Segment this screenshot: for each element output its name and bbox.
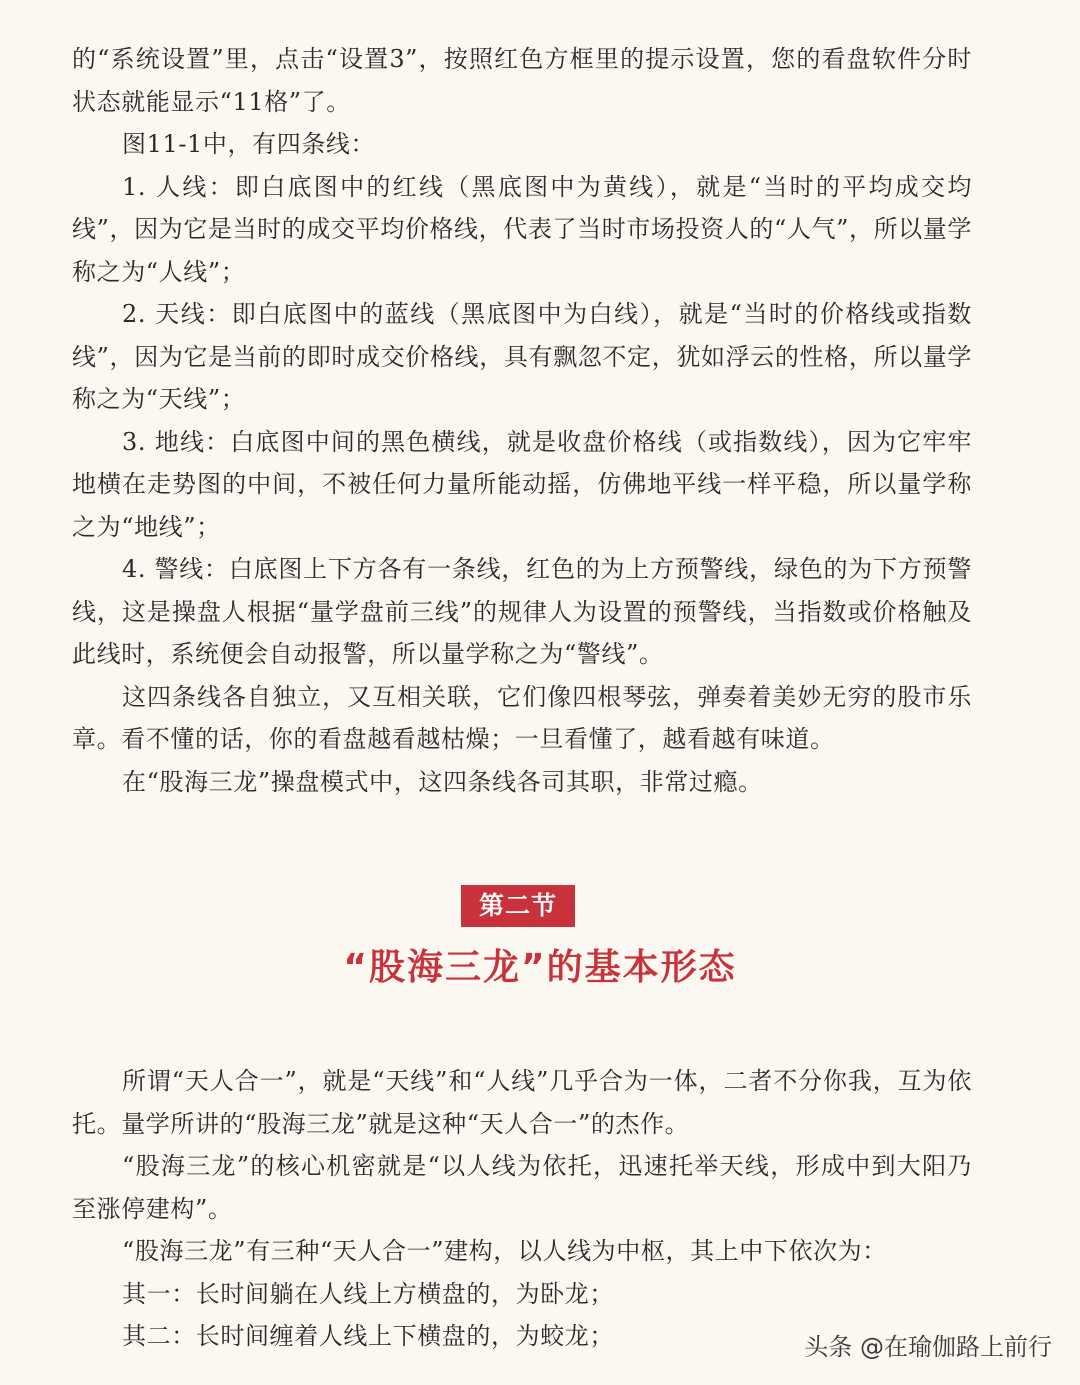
top-text-block [72, 38, 972, 803]
paragraph-settings-continuation: 的“系统设置”里，点击“设置3”，按照红色方框里的提示设置，您的看盘软件分时状态就能显示“11格”了。 [72, 45, 972, 116]
paragraph-ren-line: 1. 人线：即白底图中的红线（黑底图中为黄线），就是“当时的平均成交均线”，因为它是当时的成交平均价格线，代表了当时市场投资人的“人气”，所以量学称之为“人线”； [72, 172, 972, 286]
section-title: “股海三龙”的基本形态 [343, 947, 737, 988]
paragraph-jing-line: 4. 警线：白底图上下方各有一条线，红色的为上方预警线，绿色的为下方预警线，这是操盘人根据“量学盘前三线”的规律人为设置的预警线，当指数或价格触及此线时，系统便会自动报警，所以量学称之为“警线”。 [72, 555, 972, 668]
paragraph-three-structures: “股海三龙”有三种“天人合一”建构，以人线为中枢，其上中下依次为： [122, 1237, 887, 1265]
paragraph-core-secret: “股海三龙”的核心机密就是“以人线为依托，迅速托举天线，形成中到大阳乃至涨停建构”。 [72, 1152, 972, 1223]
paragraph-four-lines-intro: 图11-1中，有四条线： [122, 130, 376, 158]
list-item-wolong: 其一：长时间躺在人线上方横盘的，为卧龙； [122, 1279, 614, 1308]
list-item-jiaolong: 其二：长时间缠着人线上下横盘的，为蛟龙； [122, 1322, 614, 1350]
paragraph-di-line: 3. 地线：白底图中间的黑色横线，就是收盘价格线（或指数线），因为它牢牢地横在走势图的中间，不被任何力量所能动摇，仿佛地平线一样平稳，所以量学称之为“地线”； [72, 427, 972, 541]
source-watermark: 头条 @在瑜伽路上前行 [804, 1330, 1052, 1364]
paragraph-three-dragons-mode: 在“股海三龙”操盘模式中，这四条线各司其职，非常过瘾。 [122, 767, 763, 796]
paragraph-four-strings: 这四条线各自独立，又互相关联，它们像四根琴弦，弹奏着美妙无穷的股市乐章。看不懂的话，你的看盘越看越枯燥；一旦看懂了，越看越有味道。 [72, 682, 972, 753]
paragraph-tian-line: 2. 天线：即白底图中的蓝线（黑底图中为白线），就是“当时的价格线或指数线”，因为它是当前的即时成交价格线，具有飘忽不定，犹如浮云的性格，所以量学称之为“天线”； [72, 300, 972, 413]
section-badge: 第二节 [461, 885, 575, 927]
bottom-text-block [72, 1060, 972, 1358]
paragraph-tian-ren-heyi: 所谓“天人合一”，就是“天线”和“人线”几乎合为一体，二者不分你我，互为依托。量学所讲的“股海三龙”就是这种“天人合一”的杰作。 [72, 1067, 972, 1138]
